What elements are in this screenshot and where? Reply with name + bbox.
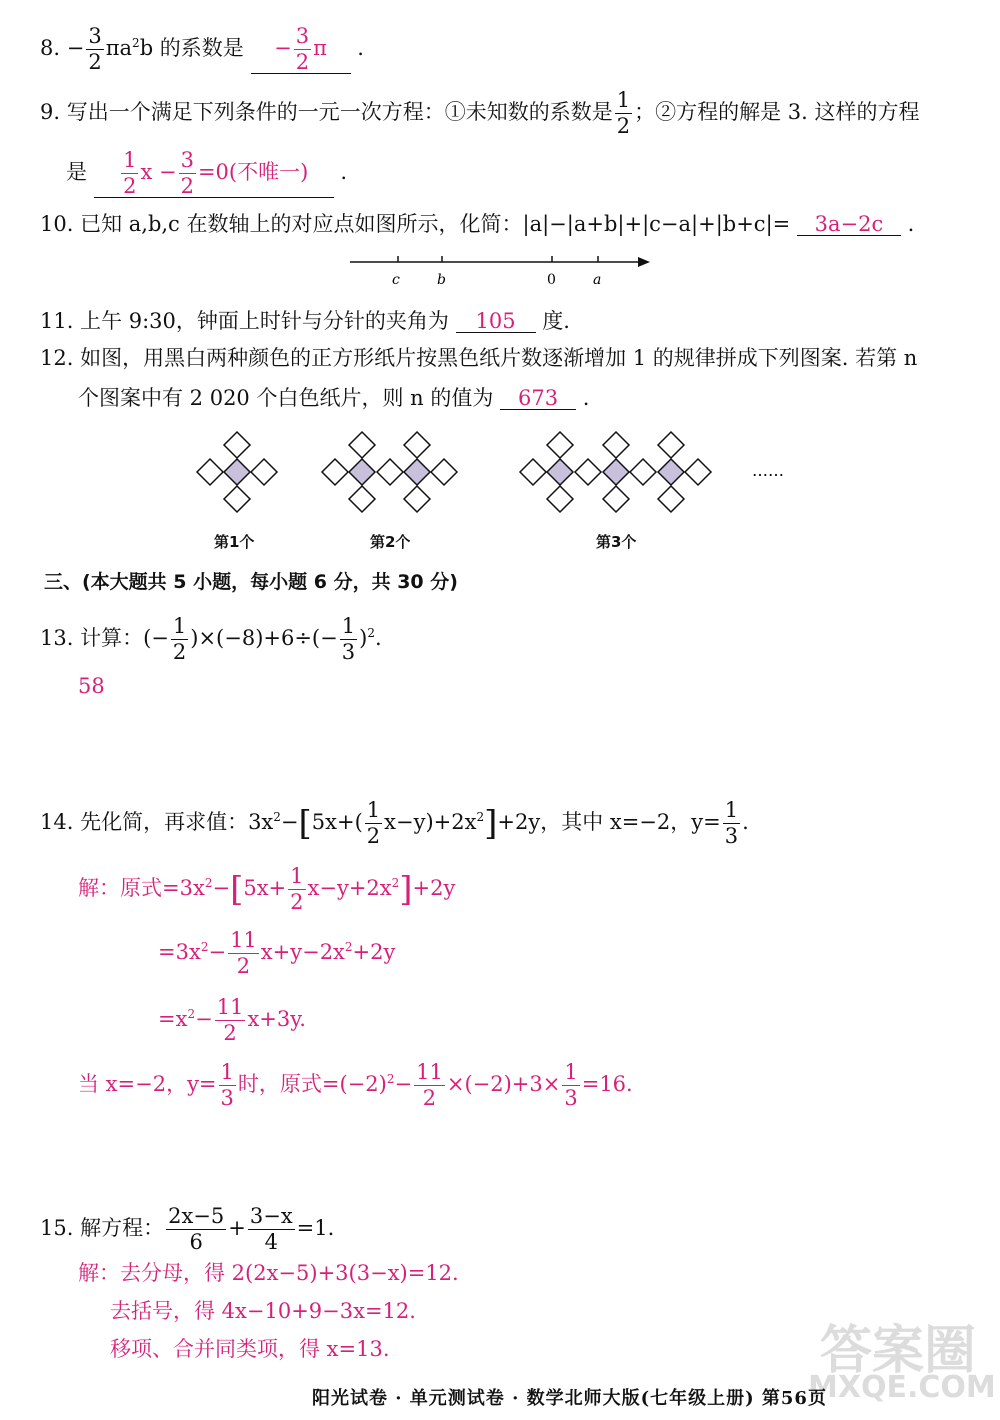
- question-11: 11. 上午 9:30，钟面上时针与分针的夹角为 105 度.: [40, 309, 570, 333]
- fraction: $\frac{3}{2}$: [88, 24, 102, 74]
- question-8: 8. − $\frac{3}{2}$ $\pi a^2b$ 的系数是 − $\frac{3}{2}$ π .: [40, 24, 364, 74]
- label-b: b: [437, 272, 446, 288]
- question-9-line1: 9. 写出一个满足下列条件的一元一次方程：①未知数的系数是 $\frac{1}{2}$ ；②方程的解是 3. 这样的方程: [40, 88, 920, 138]
- question-13: 13. 计算：(− $\frac{1}{2}$ )×(−8)+6÷(− $\frac{1}{3}$ )$^2$.: [40, 614, 382, 664]
- number-line: [340, 250, 660, 290]
- solution-14-step2: $=3x^2-$ $\frac{11}{2}$ $x+y-2x^2+2y$: [158, 928, 396, 978]
- section-3-title: 三、(本大题共 5 小题，每小题 6 分，共 30 分): [44, 571, 458, 593]
- watermark-logo: 答案圈: [820, 1321, 977, 1381]
- question-14: 14. 先化简，再求值：$3x^2-[5x+$( $\frac{1}{2}$ $x-y)+2x^2]+2y$，其中 x=−2，y= $\frac{1}{3}$ .: [40, 798, 749, 848]
- caption-2: 第2个: [370, 533, 411, 551]
- label-c: c: [392, 272, 400, 288]
- solution-14-step4: 当 x=−2，y= $\frac{1}{3}$ 时，原式$=(-2)^2-$ $\frac{11}{2}$ ×(−2)+3× $\frac{1}{3}$ =16.: [78, 1060, 633, 1110]
- solution-15-step2: 去括号，得 4x−10+9−3x=12.: [110, 1299, 416, 1323]
- answer-blank: − $\frac{3}{2}$ π: [251, 26, 351, 74]
- solution-14-step3: $=x^2-$ $\frac{11}{2}$ x+3y.: [158, 995, 306, 1045]
- solution-15-step1: 解：去分母，得 2(2x−5)+3(3−x)=12.: [78, 1261, 459, 1285]
- pattern-2: [322, 432, 457, 512]
- pattern-3: [520, 432, 711, 512]
- answer-blank: 3a−2c: [797, 214, 901, 236]
- caption-3: 第3个: [596, 533, 637, 551]
- answer-blank: 673: [500, 388, 576, 410]
- pattern-figure: [180, 420, 820, 530]
- page-footer: 阳光试卷 · 单元测试卷 · 数学北师大版(七年级上册) 第56页: [312, 1388, 827, 1409]
- question-12-line1: 12. 如图，用黑白两种颜色的正方形纸片按黑色纸片数逐渐增加 1 的规律拼成下列图案. 若第 n: [40, 346, 918, 370]
- answer-blank: 105: [456, 311, 536, 333]
- pattern-1: [197, 432, 277, 512]
- question-15: 15. 解方程： $\frac{2x-5}{6}$ + $\frac{3-x}{4}$ =1.: [40, 1204, 335, 1254]
- question-12-line2: 个图案中有 2 020 个白色纸片，则 n 的值为 673 .: [78, 386, 590, 410]
- continuation-dots: ……: [752, 461, 784, 480]
- question-9-line2: 是 $\frac{1}{2}$ x − $\frac{3}{2}$ =0(不唯一) .: [66, 148, 348, 198]
- label-zero: 0: [547, 272, 556, 288]
- watermark-url: MXQE.COM: [808, 1370, 996, 1405]
- caption-1: 第1个: [214, 533, 255, 551]
- answer-blank: $\frac{1}{2}$ x − $\frac{3}{2}$ =0(不唯一): [94, 150, 334, 198]
- answer-13: 58: [78, 674, 105, 698]
- label-a: a: [593, 272, 602, 288]
- question-10: 10. 已知 a,b,c 在数轴上的对应点如图所示，化简：|a|−|a+b|+|c−a|+|b+c|= 3a−2c .: [40, 212, 915, 236]
- solution-14-step1: 解：原式$=3x^2-[5x+$ $\frac{1}{2}$ $x-y+2x^2]+2y$: [78, 864, 456, 914]
- fraction: $\frac{1}{2}$: [616, 88, 631, 138]
- solution-15-step3: 移项、合并同类项，得 x=13.: [110, 1337, 390, 1361]
